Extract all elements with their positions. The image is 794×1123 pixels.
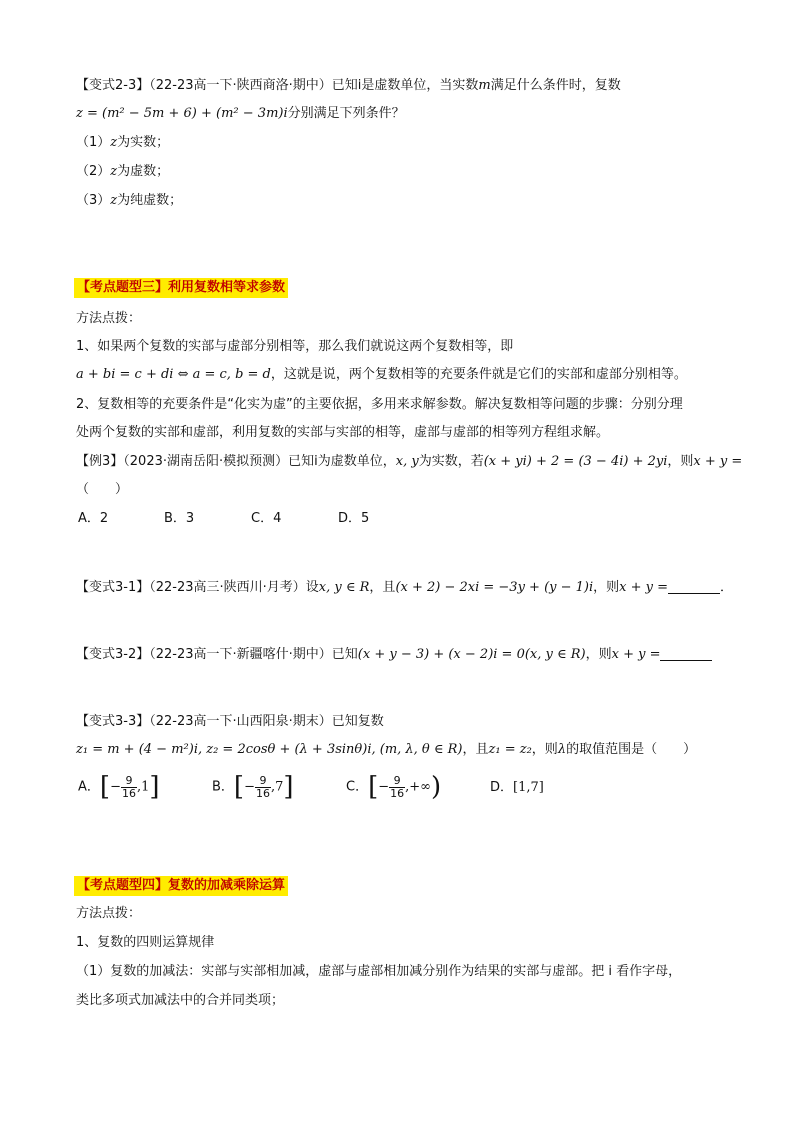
source: （2023·湖南岳阳·模拟预测） bbox=[123, 454, 289, 469]
option-c: C．[− $\frac{9}{16}$ ,+∞) bbox=[346, 772, 442, 802]
exercise-label: 【变式3-2】 bbox=[76, 647, 150, 662]
example-3-question: 【例3】（2023·湖南岳阳·模拟预测）已知i为虚数单位，x, y为实数，若(x + yi) + 2 = (3 − 4i) + 2yi，则x + y = bbox=[76, 454, 743, 469]
source: （22-23高一下·山西阳泉·期末） bbox=[149, 714, 332, 729]
exercise-2-3-line1: 【变式2-3】（22-23高一下·陕西商洛·期中）已知i是虚数单位，当实数m满足什么条件时，复数 bbox=[76, 78, 621, 93]
exercise-label: 【变式3-1】 bbox=[76, 580, 150, 595]
exercise-label: 【变式2-3】 bbox=[76, 78, 150, 93]
paragraph: 2、复数相等的充要条件是“化实为虚”的主要依据，多用来求解参数。解决复数相等问题的步骤：分别分理 bbox=[76, 397, 683, 412]
paragraph: 1、如果两个复数的实部与虚部分别相等，那么我们就说这两个复数相等，即 bbox=[76, 339, 514, 354]
exercise-3-3-line2: z₁ = m + (4 − m²)i, z₂ = 2cosθ + (λ + 3sinθ)i, (m, λ, θ ∈ R)，且z₁ = z₂，则λ的取值范围是（ ） bbox=[76, 742, 697, 757]
paragraph: 处两个复数的实部和虚部，利用复数的实部与实部的相等，虚部与虚部的相等列方程组求解。 bbox=[76, 425, 610, 440]
paragraph: 1、复数的四则运算规律 bbox=[76, 935, 215, 950]
exercise-label: 【变式3-3】 bbox=[76, 714, 150, 729]
source: （22-23高一下·新疆喀什·期中） bbox=[149, 647, 332, 662]
option-b: B．[− $\frac{9}{16}$ ,7] bbox=[212, 772, 294, 802]
fraction: $\frac{9}{16}$ bbox=[121, 773, 136, 800]
exercise-2-3-line2: z = (m² − 5m + 6) + (m² − 3m)i分别满足下列条件？ bbox=[76, 106, 405, 121]
answer-paren: （ ） bbox=[76, 482, 129, 497]
condition-item: （2）z为虚数； bbox=[76, 164, 170, 179]
fraction: $\frac{9}{16}$ bbox=[255, 773, 270, 800]
exercise-3-2: 【变式3-2】（22-23高一下·新疆喀什·期中）已知(x + y − 3) + (x − 2)i = 0(x, y ∈ R)，则x + y = bbox=[76, 645, 712, 665]
answer-blank bbox=[660, 646, 712, 661]
option-d: D．5 bbox=[338, 511, 370, 526]
source: （22-23高三·陕西川·月考） bbox=[149, 580, 306, 595]
option-b: B．3 bbox=[164, 511, 195, 526]
example-label: 【例3】 bbox=[76, 454, 124, 469]
method-label: 方法点拨： bbox=[76, 311, 142, 326]
paragraph: 类比多项式加减法中的合并同类项； bbox=[76, 993, 285, 1008]
option-a: A．[− $\frac{9}{16}$ ,1] bbox=[78, 772, 160, 802]
option-c: C．4 bbox=[251, 511, 282, 526]
equality-formula: a + bi = c + di ⇔ a = c, b = d bbox=[76, 367, 271, 382]
condition-item: （1）z为实数； bbox=[76, 135, 170, 150]
section-heading: 【考点题型三】利用复数相等求参数 bbox=[74, 278, 288, 298]
answer-blank bbox=[668, 579, 720, 594]
source: （22-23高一下·陕西商洛·期中） bbox=[149, 78, 332, 93]
complex-expression: z = (m² − 5m + 6) + (m² − 3m)i bbox=[76, 106, 288, 121]
section-heading: 【考点题型四】复数的加减乘除运算 bbox=[74, 876, 288, 896]
condition-item: （3）z为纯虚数； bbox=[76, 193, 183, 208]
fraction: $\frac{9}{16}$ bbox=[390, 773, 405, 800]
exercise-3-3-line1: 【变式3-3】（22-23高一下·山西阳泉·期末）已知复数 bbox=[76, 714, 384, 729]
option-d: D．[1,7] bbox=[490, 780, 544, 795]
exercise-3-1: 【变式3-1】（22-23高三·陕西川·月考）设x, y ∈ R，且(x + 2) − 2xi = −3y + (y − 1)i，则x + y = ． bbox=[76, 580, 734, 595]
complex-definitions: z₁ = m + (4 − m²)i, z₂ = 2cosθ + (λ + 3sinθ)i, (m, λ, θ ∈ R) bbox=[76, 742, 463, 757]
method-label: 方法点拨： bbox=[76, 906, 142, 921]
paragraph: a + bi = c + di ⇔ a = c, b = d，这就是说，两个复数相等的充要条件就是它们的实部和虚部分别相等。 bbox=[76, 367, 687, 382]
option-a: A．2 bbox=[78, 511, 109, 526]
paragraph: （1）复数的加减法：实部与实部相加减，虚部与虚部相加减分别作为结果的实部与虚部。把 i 看作字母， bbox=[76, 964, 682, 979]
